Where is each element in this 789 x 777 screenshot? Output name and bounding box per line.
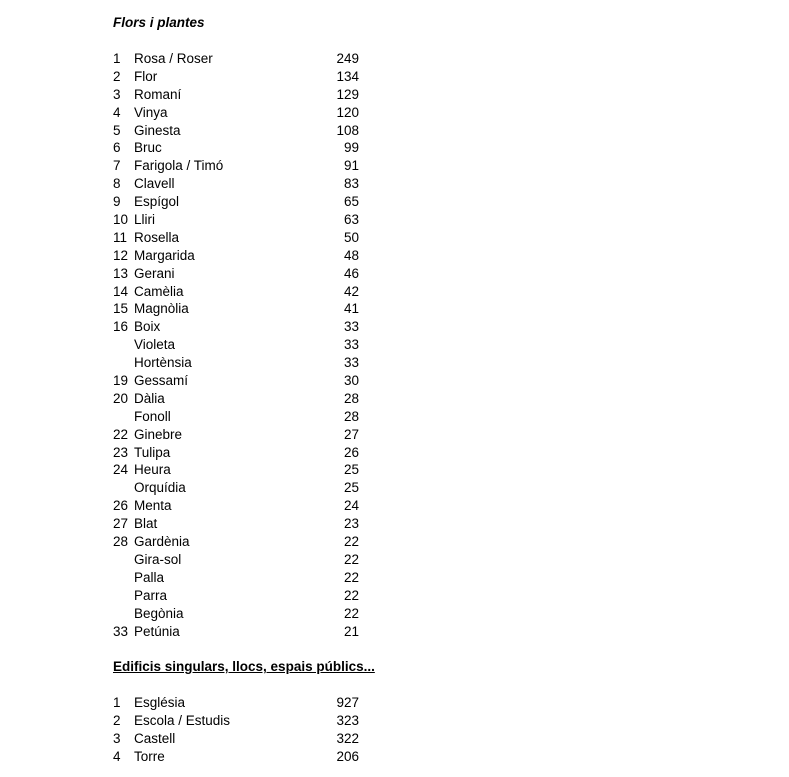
list-item	[113, 479, 373, 497]
list-item	[113, 175, 373, 193]
item-count: 41	[343, 301, 359, 317]
item-name: Torre	[134, 749, 165, 765]
list-item	[113, 497, 373, 515]
item-rank: 26	[113, 498, 129, 514]
list-item	[113, 730, 373, 748]
item-rank: 13	[113, 265, 129, 281]
section-title-edificis: Edificis singulars, llocs, espais públics...	[113, 659, 375, 675]
item-count: 23	[343, 516, 359, 532]
item-count: 63	[343, 212, 359, 228]
item-count: 22	[343, 587, 359, 603]
list-item	[113, 390, 373, 408]
list-item	[113, 300, 373, 318]
item-rank: 3	[113, 731, 121, 747]
item-name: Escola / Estudis	[134, 713, 231, 729]
item-rank: 23	[113, 444, 129, 460]
item-rank: 12	[113, 247, 129, 263]
item-name: Gira-sol	[134, 551, 182, 567]
list-item	[113, 265, 373, 283]
list-item	[113, 461, 373, 479]
item-rank	[113, 336, 134, 354]
item-count: 46	[343, 265, 359, 281]
list-item	[113, 748, 373, 766]
item-name: Hortènsia	[134, 355, 192, 371]
spacer	[113, 676, 373, 694]
item-name: Magnòlia	[134, 301, 189, 317]
item-rank	[113, 408, 134, 426]
item-rank: 9	[113, 194, 121, 210]
list-item	[113, 86, 373, 104]
item-name: Gardènia	[134, 534, 190, 550]
item-rank: 4	[113, 104, 121, 120]
item-count: 28	[343, 408, 359, 424]
item-rank: 15	[113, 301, 129, 317]
item-name: Vinya	[134, 104, 168, 120]
item-count: 25	[343, 480, 359, 496]
item-count: 249	[336, 51, 359, 66]
item-rank: 19	[113, 373, 129, 389]
item-rank	[113, 479, 134, 497]
spacer	[113, 640, 373, 658]
item-name: Castell	[134, 731, 176, 747]
item-rank	[113, 354, 134, 372]
item-count: 108	[336, 122, 359, 138]
item-name: Farigola / Timó	[134, 158, 224, 174]
list-item	[113, 623, 373, 641]
list-item	[113, 211, 373, 229]
item-rank: 33	[113, 623, 129, 639]
item-name: Violeta	[134, 337, 176, 353]
item-rank: 16	[113, 319, 129, 335]
list-item	[113, 605, 373, 623]
item-name: Gerani	[134, 265, 175, 281]
item-count: 129	[336, 86, 359, 102]
item-count: 206	[336, 749, 359, 765]
item-count: 22	[343, 569, 359, 585]
item-rank: 24	[113, 462, 129, 478]
item-name: Dàlia	[134, 390, 165, 406]
item-rank: 22	[113, 426, 129, 442]
item-count: 50	[343, 229, 359, 245]
item-name: Romaní	[134, 86, 182, 102]
item-count: 91	[343, 158, 359, 174]
item-count: 65	[343, 194, 359, 210]
item-rank: 6	[113, 140, 121, 156]
item-rank: 3	[113, 86, 121, 102]
list-item	[113, 139, 373, 157]
list-item	[113, 193, 373, 211]
item-name: Espígol	[134, 194, 180, 210]
item-rank: 14	[113, 283, 129, 299]
item-name: Margarida	[134, 247, 195, 263]
item-count: 927	[336, 695, 359, 711]
item-rank: 7	[113, 158, 121, 174]
item-count: 25	[343, 462, 359, 478]
list-item	[113, 444, 373, 462]
item-rank	[113, 605, 134, 623]
item-count: 83	[343, 176, 359, 192]
item-rank: 2	[113, 68, 121, 84]
item-count: 30	[343, 373, 359, 389]
spacer	[113, 32, 373, 50]
item-count: 322	[336, 731, 359, 747]
item-rank: 28	[113, 534, 129, 550]
list-item	[113, 551, 373, 569]
item-name: Tulipa	[134, 444, 171, 460]
list-item	[113, 712, 373, 730]
item-rank: 2	[113, 713, 121, 729]
list-item	[113, 694, 373, 712]
list-item	[113, 587, 373, 605]
item-count: 26	[343, 444, 359, 460]
item-count: 33	[343, 337, 359, 353]
item-count: 33	[343, 355, 359, 371]
list-item	[113, 104, 373, 122]
item-rank	[113, 551, 134, 569]
list-item	[113, 569, 373, 587]
list-item	[113, 68, 373, 86]
list-item	[113, 533, 373, 551]
item-rank: 4	[113, 749, 121, 765]
list-item	[113, 426, 373, 444]
item-count: 27	[343, 426, 359, 442]
list-item	[113, 408, 373, 426]
item-name: Gessamí	[134, 373, 189, 389]
item-name: Blat	[134, 516, 158, 532]
list-item	[113, 247, 373, 265]
edificis-list	[113, 694, 373, 766]
item-name: Església	[134, 695, 186, 711]
item-name: Petúnia	[134, 623, 180, 639]
item-rank	[113, 587, 134, 605]
item-name: Ginebre	[134, 426, 183, 442]
list-item	[113, 229, 373, 247]
item-rank: 1	[113, 695, 121, 711]
item-count: 323	[336, 713, 359, 729]
item-count: 21	[343, 623, 359, 639]
flors-list	[113, 50, 373, 640]
item-name: Clavell	[134, 176, 175, 192]
list-item	[113, 372, 373, 390]
item-count: 99	[343, 140, 359, 156]
item-name: Camèlia	[134, 283, 184, 299]
list-item	[113, 354, 373, 372]
item-name: Parra	[134, 587, 168, 603]
item-count: 28	[343, 390, 359, 406]
list-item	[113, 283, 373, 301]
item-name: Menta	[134, 498, 172, 514]
list-item	[113, 336, 373, 354]
section-title-flors: Flors i plantes	[113, 15, 205, 30]
item-count: 22	[343, 605, 359, 621]
list-item	[113, 515, 373, 533]
item-count: 48	[343, 247, 359, 263]
list-item	[113, 318, 373, 336]
item-rank: 11	[113, 229, 128, 245]
item-rank: 1	[113, 51, 121, 66]
item-name: Palla	[134, 569, 165, 585]
item-name: Flor	[134, 68, 158, 84]
item-rank: 27	[113, 516, 129, 532]
item-count: 24	[343, 498, 359, 514]
item-count: 22	[343, 534, 359, 550]
item-name: Orquídia	[134, 480, 186, 496]
item-name: Rosa / Roser	[134, 51, 213, 66]
item-name: Bruc	[134, 140, 162, 156]
item-count: 134	[336, 68, 359, 84]
item-rank: 10	[113, 212, 129, 228]
list-item	[113, 157, 373, 175]
list-item	[113, 122, 373, 140]
item-rank	[113, 569, 134, 587]
item-name: Fonoll	[134, 408, 171, 424]
item-count: 42	[343, 283, 359, 299]
item-name: Rosella	[134, 229, 180, 245]
item-name: Lliri	[134, 212, 156, 228]
document-page	[113, 14, 373, 766]
item-count: 33	[343, 319, 359, 335]
item-rank: 8	[113, 176, 121, 192]
item-name: Boix	[134, 319, 161, 335]
item-count: 120	[336, 104, 359, 120]
item-rank: 5	[113, 122, 121, 138]
item-name: Heura	[134, 462, 171, 478]
list-item	[113, 50, 373, 68]
item-name: Begònia	[134, 605, 184, 621]
item-count: 22	[343, 551, 359, 567]
item-name: Ginesta	[134, 122, 181, 138]
item-rank: 20	[113, 390, 129, 406]
